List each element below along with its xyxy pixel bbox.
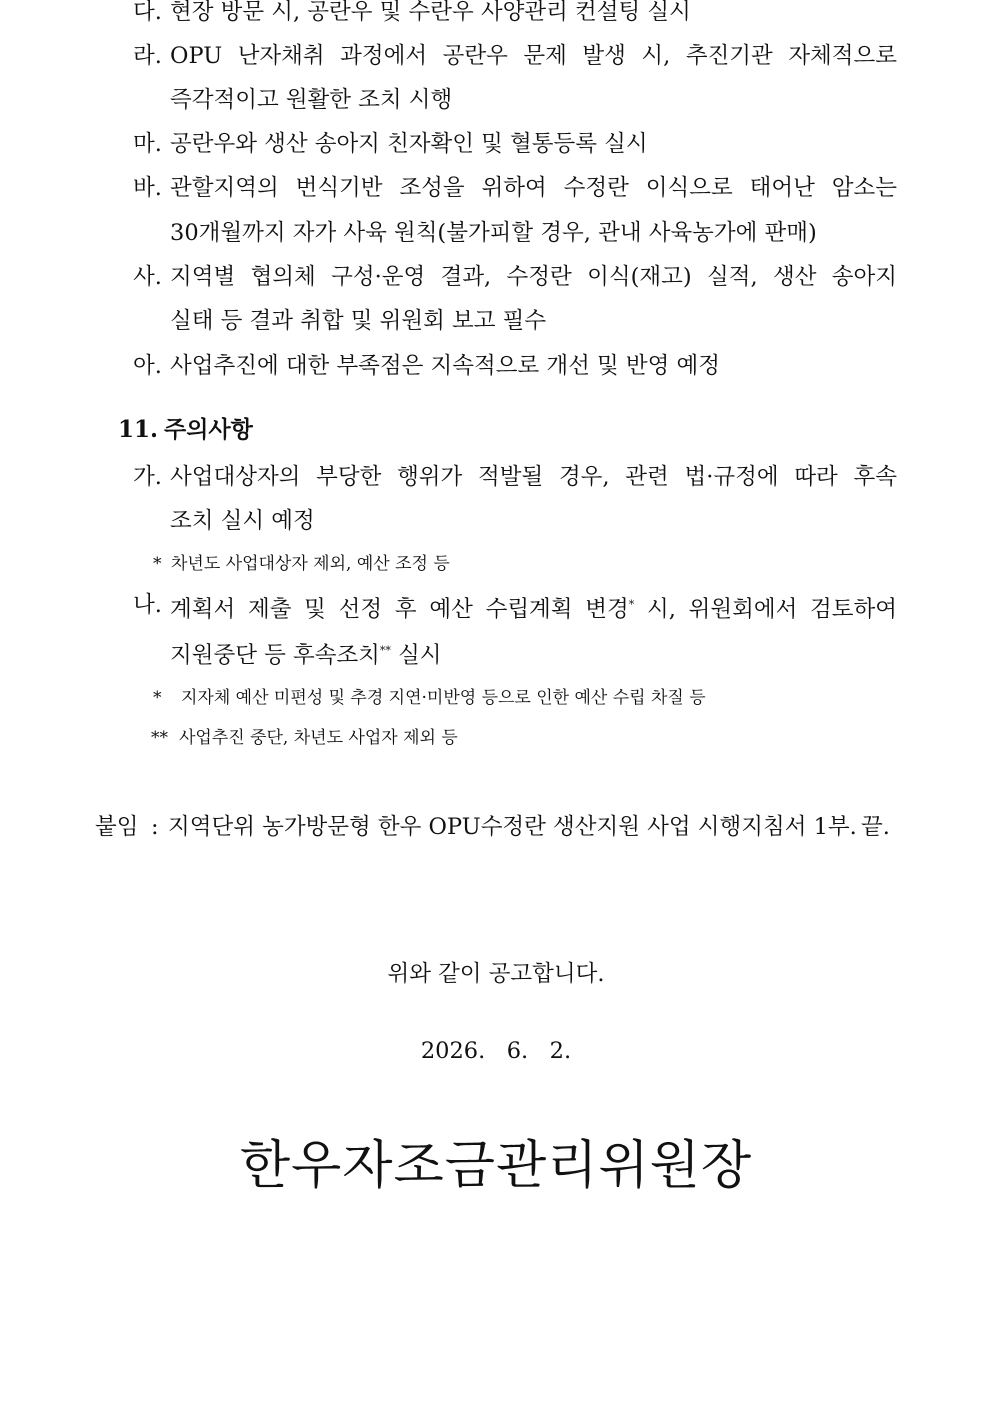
item-text-cont: 30개월까지 자가 사육 원칙(불가피할 경우, 관내 사육농가에 판매) [170,220,817,246]
item-text: 지역별 협의체 구성·운영 결과, 수정란 이식(재고) 실적, 생산 송아지 [170,264,897,290]
item-marker: 마. [133,131,162,157]
footnote-text: 사업추진 중단, 차년도 사업자 제외 등 [179,728,458,748]
item-marker: 다. [133,0,162,25]
footnote-marker: * [153,688,162,708]
attachment-text: 지역단위 농가방문형 한우 OPU수정란 생산지원 사업 시행지침서 1부. [168,814,857,840]
footnote-ref: ** [379,644,391,657]
item-text: 사업추진에 대한 부족점은 지속적으로 개선 및 반영 예정 [170,353,720,379]
item-text-part: 실시 [390,642,442,669]
item-text-cont [170,636,442,671]
announcement: 위와 같이 공고합니다. [387,961,605,987]
attachment-end: 끝. [861,814,890,840]
item-text-cont: 조치 실시 예정 [170,508,315,534]
attachment-sep: : [151,814,159,840]
item-text [170,590,897,625]
footnote-text: 지자체 예산 미편성 및 추경 지연·미반영 등으로 인한 예산 수립 차질 등 [181,688,706,708]
section-title: 주의사항 [164,416,253,443]
item-text: 현장 방문 시, 공란우 및 수란우 사양관리 컨설팅 실시 [170,0,691,25]
item-marker: 라. [133,43,162,69]
date: 2026. 6. 2. [420,1038,572,1064]
footnote-text: 차년도 사업대상자 제외, 예산 조정 등 [171,554,450,574]
section-number: 11. [118,416,159,443]
item-text: OPU 난자채취 과정에서 공란우 문제 발생 시, 추진기관 자체적으로 [170,43,897,69]
item-text-cont: 실태 등 결과 취합 및 위원회 보고 필수 [170,308,547,334]
attachment-label: 붙임 [95,814,139,840]
footnote-ref: * [628,598,635,611]
signer: 한우자조금관리위원장 [239,1136,753,1196]
item-text-part: 계획서 제출 및 선정 후 예산 수립계획 변경 [170,596,629,623]
item-text-part: 시, 위원회에서 검토하여 [634,596,897,623]
item-text: 관할지역의 번식기반 조성을 위하여 수정란 이식으로 태어난 암소는 [170,175,897,201]
item-marker: 바. [133,175,162,201]
item-text: 공란우와 생산 송아지 친자확인 및 혈통등록 실시 [170,131,648,157]
item-text-cont: 즉각적이고 원활한 조치 시행 [170,87,453,113]
item-marker: 아. [133,353,162,379]
item-marker: 가. [133,464,162,490]
item-marker: 사. [133,264,162,290]
footnote-marker: * [153,554,162,574]
footnote-marker: ** [151,728,168,748]
item-marker: 나. [133,592,162,618]
item-text: 사업대상자의 부당한 행위가 적발될 경우, 관련 법·규정에 따라 후속 [170,464,897,490]
item-text-part: 지원중단 등 후속조치 [170,642,380,669]
